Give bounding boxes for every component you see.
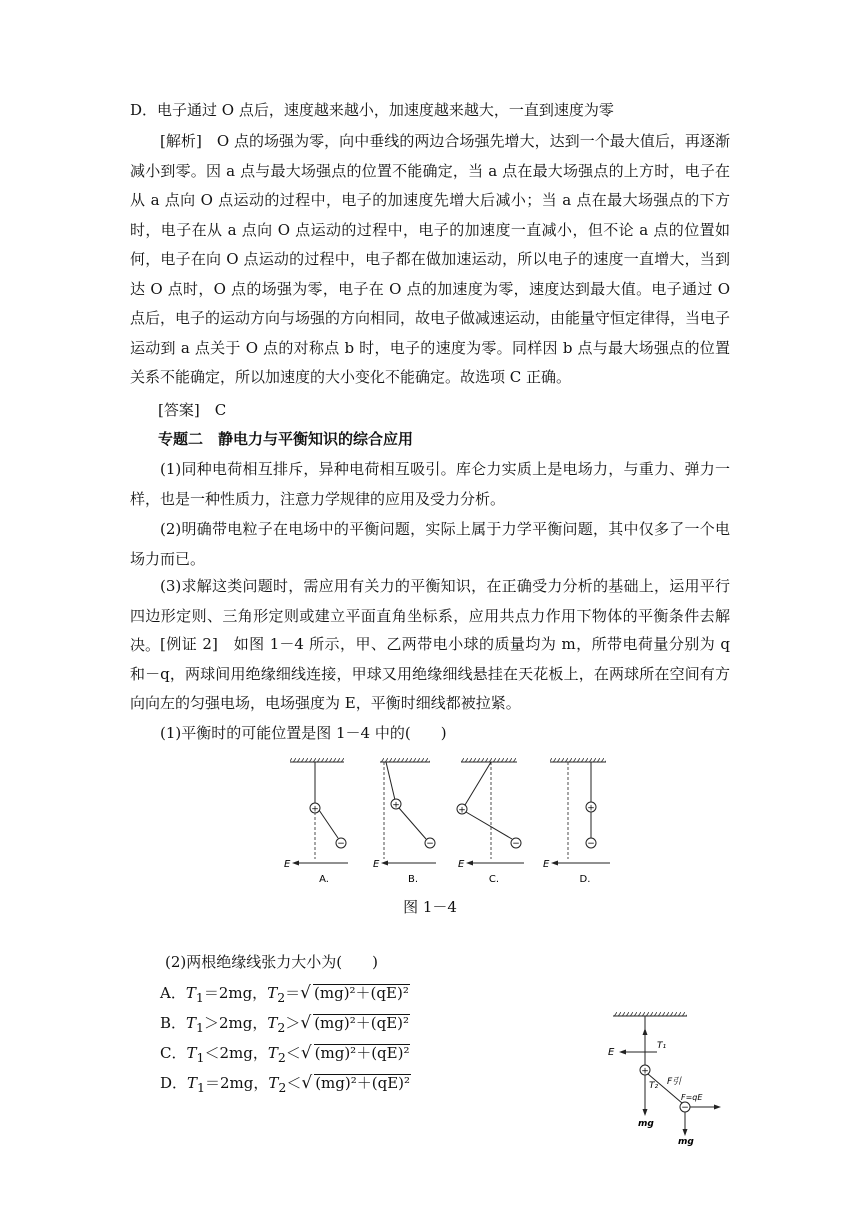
option-c: C．$T_1<2mg$，$T_2<√$ (mg)²＋(qE)² — [160, 1043, 410, 1065]
svg-text:E: E — [284, 859, 291, 870]
option-b: B．$T_1>2mg$，$T_2>√$ (mg)²＋(qE)² — [160, 1013, 410, 1035]
option-d: D．$T_1=2mg$，$T_2<√$ (mg)²＋(qE)² — [160, 1073, 411, 1095]
figure-caption: 图 1－4 — [403, 898, 457, 916]
svg-text:F=qE: F=qE — [681, 1093, 703, 1102]
svg-text:+: + — [392, 800, 400, 811]
figure-1-4 — [280, 752, 620, 887]
svg-text:E: E — [608, 1047, 615, 1058]
svg-text:mg: mg — [638, 1119, 654, 1129]
example-2-text: [例证 2] 如图 1－4 所示，甲、乙两带电小球的质量均为 m，所带电荷量分别为 q 和－q，两球间用绝缘细线连接，甲球又用绝缘细线悬挂在天花板上，在两球所在空间有方向向左的匀强电场，电场强度为 E，平衡时细线都被拉紧。 — [130, 635, 730, 712]
svg-text:T₁: T₁ — [657, 1041, 667, 1051]
svg-text:A.: A. — [319, 874, 329, 885]
svg-text:−: − — [587, 839, 595, 849]
svg-text:T₂: T₂ — [649, 1081, 659, 1091]
answer-line: [答案] C — [158, 401, 227, 419]
svg-text:−: − — [681, 1103, 689, 1113]
svg-text:D.: D. — [579, 874, 591, 885]
svg-text:E: E — [458, 859, 465, 870]
point-1: (1)同种电荷相互排斥，异种电荷相互吸引。库仑力实质上是电场力，与重力、弹力一样，也是一种性质力，注意力学规律的应用及受力分析。 — [130, 460, 730, 508]
svg-text:+: + — [458, 805, 466, 816]
svg-text:−: − — [337, 839, 345, 849]
svg-text:−: − — [512, 839, 520, 849]
figure-panel-d — [543, 758, 610, 885]
svg-text:+: + — [311, 804, 319, 815]
svg-text:B.: B. — [407, 874, 419, 885]
topic-heading: 专题二 静电力与平衡知识的综合应用 — [158, 430, 414, 448]
point-2: (2)明确带电粒子在电场中的平衡问题，实际上属于力学平衡问题，其中仅多了一个电场力而已。 — [130, 520, 730, 568]
analysis-paragraph: [解析] O 点的场强为零，向中垂线的两边合场强先增大，达到一个最大值后，再逐渐减小到零。因 a 点与最大场强点的位置不能确定，当 a 点在最大场强点的上方时，电子在从 a 点向 O 点运动的过程中，电子的加速度先增大后减小；当 a 点在最大场强点的下方时，电子在从 a 点向 O 点运动的过程中，电子的加速度一直减小，但不论 a 点的位置如何，电子在向 O 点运动的过程中，电子都在做加速运动，所以电子的速度一直增大，当到达 O 点时，O 点的场强为零，电子在 O 点的加速度为零，速度达到最大值。电子通过 O 点后，电子的运动方向与场强的方向相同，故电子做减速运动，由能量守恒定律得，当电子运动到 a 点关于 O 点的对称点 b 时，电子的速度为零。同样因 b 点与最大场强点的位置关系不能确定，所以加速度的大小变化不能确定。故选项 C 正确。 — [130, 132, 731, 386]
option-a: A．$T_1=2mg$，$T_2=√$ (mg)²＋(qE)² — [160, 983, 409, 1005]
svg-text:C.: C. — [488, 874, 500, 885]
svg-text:E: E — [543, 859, 550, 870]
figure-panel-b — [373, 758, 436, 885]
force-diagram — [605, 1006, 725, 1146]
svg-text:−: − — [426, 839, 434, 849]
point-3: (3)求解这类问题时，需应用有关力的平衡知识，在正确受力分析的基础上，运用平行四边形定则、三角形定则或建立平面直角坐标系，应用共点力作用下物体的平衡条件去解决。 — [130, 577, 730, 654]
question-2: (2)两根绝缘线张力大小为( ) — [165, 953, 378, 971]
figure-panel-c — [457, 758, 524, 885]
option-d-line: D．电子通过 O 点后，速度越来越小，加速度越来越大，一直到速度为零 — [130, 101, 614, 119]
svg-text:F引: F引 — [667, 1077, 682, 1087]
svg-text:+: + — [641, 1066, 649, 1077]
question-1: (1)平衡时的可能位置是图 1－4 中的( ) — [160, 724, 447, 742]
svg-text:+: + — [587, 803, 595, 814]
svg-text:E: E — [373, 859, 380, 870]
figure-panel-a — [284, 758, 348, 885]
svg-text:mg: mg — [678, 1137, 694, 1146]
